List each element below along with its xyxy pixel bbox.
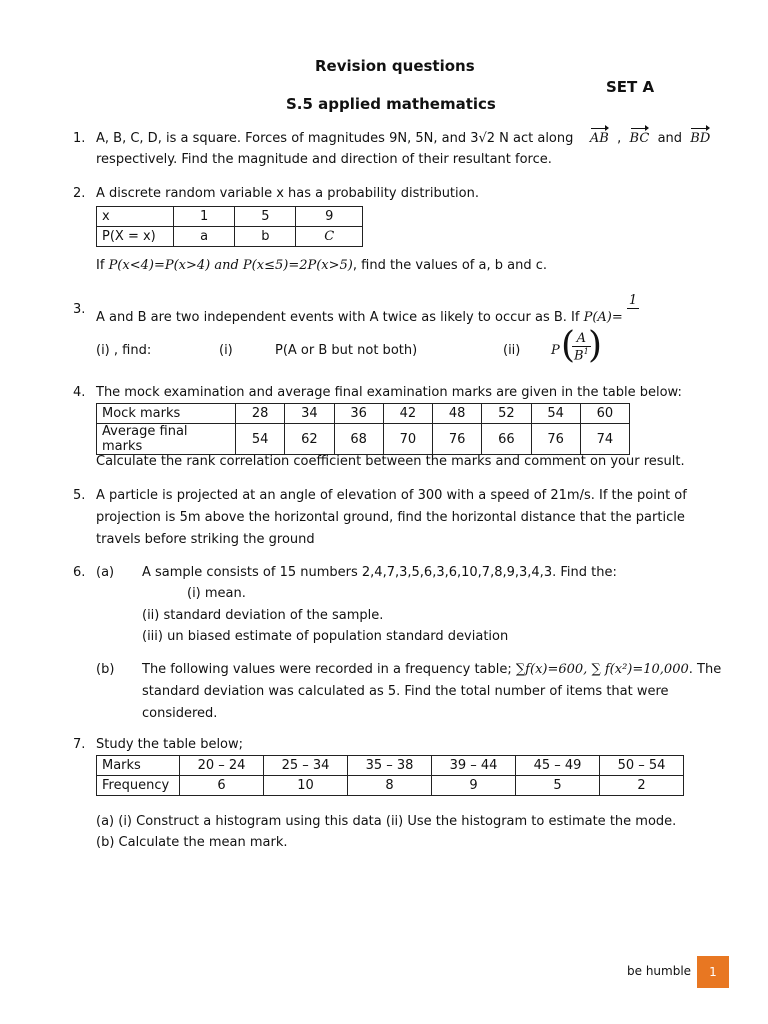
table-cell: a bbox=[174, 227, 235, 247]
table-cell: 60 bbox=[580, 404, 629, 424]
table-cell: 35 – 38 bbox=[348, 756, 432, 776]
table-cell: 54 bbox=[531, 404, 580, 424]
q1-line2: respectively. Find the magnitude and direction of their resultant force. bbox=[96, 152, 552, 167]
q6-a-i: (i) mean. bbox=[187, 586, 246, 601]
q4-number: 4. bbox=[73, 385, 86, 400]
table-cell: 74 bbox=[580, 424, 629, 455]
table-row bbox=[97, 424, 630, 455]
q7-part-a: (a) (i) Construct a histogram using this data (ii) Use the histogram to estimate the mode. bbox=[96, 814, 677, 829]
q7-part-b: (b) Calculate the mean mark. bbox=[96, 835, 288, 850]
table-cell: 45 – 49 bbox=[516, 756, 600, 776]
q1-and: and bbox=[657, 131, 683, 146]
page-title: Revision questions bbox=[315, 57, 475, 75]
set-label: SET A bbox=[606, 78, 655, 96]
table-cell: 70 bbox=[383, 424, 432, 455]
q2-cond-pre: If bbox=[96, 258, 105, 273]
q2-number: 2. bbox=[73, 186, 86, 201]
q6-b-math1: ∑f(x)=600, bbox=[515, 662, 588, 677]
table-row bbox=[97, 207, 363, 227]
q7-text: Study the table below; bbox=[96, 737, 244, 752]
q6-number: 6. bbox=[73, 565, 86, 580]
q2-text: A discrete random variable x has a probability distribution. bbox=[96, 186, 479, 201]
table-cell: 66 bbox=[482, 424, 531, 455]
left-paren-icon: ( bbox=[561, 325, 576, 366]
q4-text: The mock examination and average final examination marks are given in the table below: bbox=[96, 385, 682, 400]
q6-b-post: . The bbox=[688, 662, 722, 677]
footer-text: be humble bbox=[627, 964, 692, 978]
table-cell: Frequency bbox=[97, 776, 180, 796]
q2-table bbox=[96, 206, 363, 247]
table-cell: 2 bbox=[600, 776, 684, 796]
fraction-denominator bbox=[627, 309, 639, 324]
table-cell: 1 bbox=[174, 207, 235, 227]
table-row bbox=[97, 404, 630, 424]
q1-line1 bbox=[96, 131, 710, 146]
q6-b-line3: considered. bbox=[142, 706, 218, 721]
table-row bbox=[97, 227, 363, 247]
page-number-badge: 1 bbox=[697, 956, 729, 988]
q6-b-pre: The following values were recorded in a frequency table; bbox=[142, 662, 512, 677]
table-row bbox=[97, 756, 684, 776]
table-cell: 9 bbox=[296, 207, 363, 227]
table-cell: 5 bbox=[235, 207, 296, 227]
table-cell: 68 bbox=[334, 424, 383, 455]
table-cell: 36 bbox=[334, 404, 383, 424]
q5-number: 5. bbox=[73, 488, 86, 503]
table-cell: Average final marks bbox=[97, 424, 236, 455]
q3-part-i-text: P(A or B but not both) bbox=[275, 343, 418, 358]
table-cell: b bbox=[235, 227, 296, 247]
q6-a-iii: (iii) un biased estimate of population standard deviation bbox=[142, 629, 509, 644]
fraction-numerator: A bbox=[572, 331, 591, 347]
q2-cond-math: P(x<4)=P(x>4) and P(x≤5)=2P(x>5) bbox=[108, 258, 353, 273]
q3-p-label: P bbox=[551, 343, 560, 358]
q4-after: Calculate the rank correlation coefficient between the marks and comment on your result. bbox=[96, 454, 685, 469]
vector-bc: BC bbox=[629, 131, 650, 146]
table-cell: 76 bbox=[433, 424, 482, 455]
q5-line2: projection is 5m above the horizontal ground, find the horizontal distance that the particle bbox=[96, 510, 685, 525]
table-cell: 42 bbox=[383, 404, 432, 424]
q3-part-ii: (ii) bbox=[503, 343, 521, 358]
q3-part-i: (i) bbox=[219, 343, 233, 358]
table-cell: 8 bbox=[348, 776, 432, 796]
table-cell: 62 bbox=[285, 424, 334, 455]
q3-part-label: (i) , find: bbox=[96, 343, 152, 358]
table-cell: Marks bbox=[97, 756, 180, 776]
q1-sep: , bbox=[617, 131, 622, 146]
table-cell: 39 – 44 bbox=[432, 756, 516, 776]
q1-number: 1. bbox=[73, 131, 86, 146]
q6-b-line1 bbox=[142, 662, 721, 677]
table-cell: 10 bbox=[264, 776, 348, 796]
q3-text: A and B are two independent events with A twice as likely to occur as B. If bbox=[96, 310, 580, 325]
q7-number: 7. bbox=[73, 737, 86, 752]
table-cell: 5 bbox=[516, 776, 600, 796]
table-cell: 48 bbox=[433, 404, 482, 424]
denominator-superscript: 1 bbox=[583, 347, 589, 356]
q3-line1 bbox=[96, 293, 639, 333]
q6-b-label: (b) bbox=[96, 662, 115, 677]
table-cell: 9 bbox=[432, 776, 516, 796]
q7-table bbox=[96, 755, 684, 796]
q6-a-text: A sample consists of 15 numbers 2,4,7,3,5,6,3,6,10,7,8,9,3,4,3. Find the: bbox=[142, 565, 617, 580]
page-subtitle: S.5 applied mathematics bbox=[286, 95, 496, 113]
table-cell: C bbox=[296, 227, 363, 247]
table-cell: 50 – 54 bbox=[600, 756, 684, 776]
table-cell: 28 bbox=[236, 404, 285, 424]
q4-table bbox=[96, 403, 630, 455]
table-cell: x bbox=[97, 207, 174, 227]
q5-line3: travels before striking the ground bbox=[96, 532, 315, 547]
q2-condition bbox=[96, 258, 547, 273]
table-cell: 54 bbox=[236, 424, 285, 455]
q2-cond-post: , find the values of a, b and c. bbox=[352, 258, 547, 273]
table-cell: 76 bbox=[531, 424, 580, 455]
q6-b-math2: ∑ f(x²)=10,000 bbox=[591, 662, 689, 677]
table-cell: 6 bbox=[180, 776, 264, 796]
q1-text: A, B, C, D, is a square. Forces of magnitudes 9N, 5N, and 3√2 N act along bbox=[96, 131, 574, 146]
q3-fraction bbox=[627, 293, 639, 324]
table-cell: Mock marks bbox=[97, 404, 236, 424]
q3-number: 3. bbox=[73, 302, 86, 317]
vector-ab: AB bbox=[589, 131, 609, 146]
table-cell: 25 – 34 bbox=[264, 756, 348, 776]
table-cell: 34 bbox=[285, 404, 334, 424]
table-cell: 20 – 24 bbox=[180, 756, 264, 776]
q3-math: P(A)= bbox=[583, 310, 623, 325]
right-paren-icon: ) bbox=[588, 325, 603, 366]
denominator-letter: B bbox=[574, 348, 584, 364]
q6-a-ii: (ii) standard deviation of the sample. bbox=[142, 608, 384, 623]
fraction-numerator: 1 bbox=[628, 293, 638, 308]
q6-a-label: (a) bbox=[96, 565, 115, 580]
table-cell: P(X = x) bbox=[97, 227, 174, 247]
q6-b-line2: standard deviation was calculated as 5. Find the total number of items that were bbox=[142, 684, 669, 699]
vector-bd: BD bbox=[690, 131, 711, 146]
table-cell: 52 bbox=[482, 404, 531, 424]
q5-line1: A particle is projected at an angle of elevation of 300 with a speed of 21m/s. If the point of bbox=[96, 488, 687, 503]
table-row bbox=[97, 776, 684, 796]
